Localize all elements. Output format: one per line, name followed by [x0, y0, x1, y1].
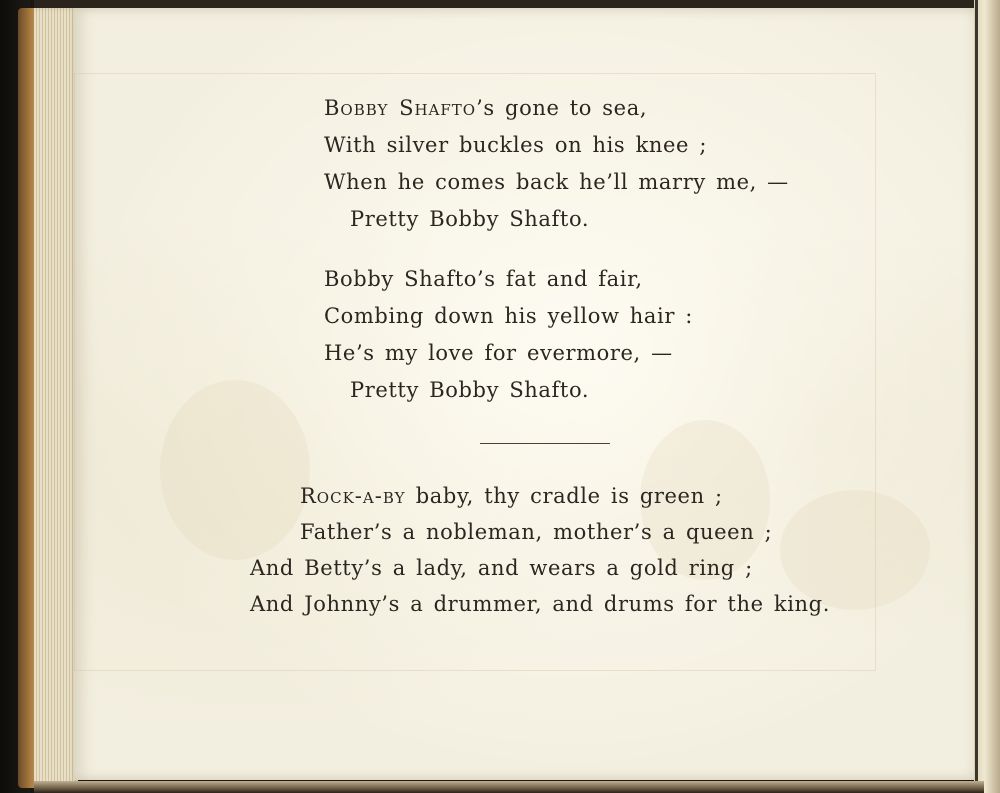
poem-line: Combing down his yellow hair : [324, 304, 693, 328]
poem-line: Pretty Bobby Shafto. [350, 207, 590, 231]
poem-line-lead: Bobby Shafto [324, 96, 477, 120]
poem-line: Bobby Shafto’s fat and fair, [324, 267, 643, 291]
poem-line: With silver buckles on his knee ; [324, 133, 708, 157]
faint-illustration-shadow [160, 380, 310, 560]
faint-illustration-frame [74, 73, 876, 671]
section-divider [480, 443, 610, 444]
book-bottom-edge [34, 781, 984, 793]
book-right-shadow [975, 0, 978, 793]
poem-line: He’s my love for evermore, — [324, 341, 673, 365]
poem-line-lead: Rock-a-by [300, 484, 406, 508]
poem-line: And Johnny’s a drummer, and drums for the king. [250, 592, 830, 616]
poem-line: Father’s a nobleman, mother’s a queen ; [300, 520, 773, 544]
poem-line [324, 98, 647, 119]
poem-line-rest: ’s gone to sea, [476, 96, 648, 120]
poem-line [300, 486, 723, 507]
poem-line: When he comes back he’ll marry me, — [324, 170, 789, 194]
stacked-page-edges [34, 8, 78, 786]
poem-line-rest: baby, thy cradle is green ; [405, 484, 723, 508]
poem-line: Pretty Bobby Shafto. [350, 378, 590, 402]
poem-line: And Betty’s a lady, and wears a gold ring ; [250, 556, 753, 580]
